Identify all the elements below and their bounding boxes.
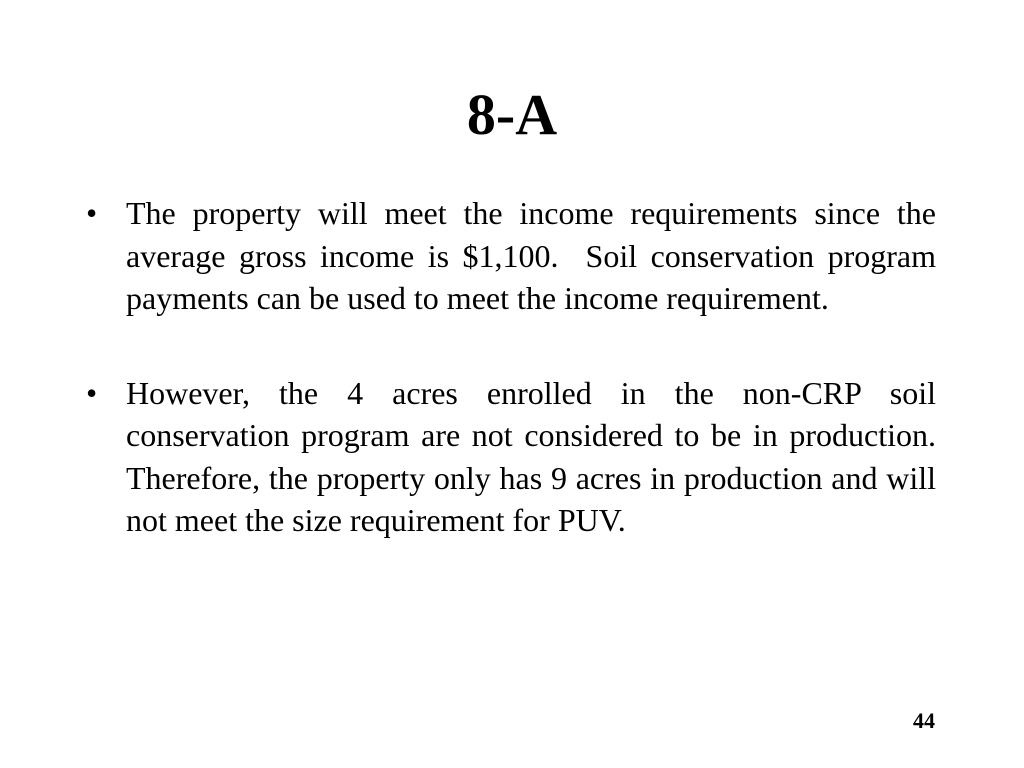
page-number: 44 [913,708,935,733]
bullet-item [84,372,952,542]
bullet-text: However, the 4 acres enrolled in the non-CRP soil conservation program are not considered to be in production. Therefore, the property only has 9 acres in production and will not meet the size requirement for PUV. [126,374,952,538]
bullet-icon: • [86,374,98,411]
slide-title: 8-A [466,82,558,147]
bullet-list [84,192,952,594]
bullet-text: The property will meet the income requirements since the average gross income is $1,100. Soil conservation program payments can be used to meet the income requirement. [126,195,944,316]
bullet-item [84,192,944,320]
bullet-icon: • [86,195,98,231]
